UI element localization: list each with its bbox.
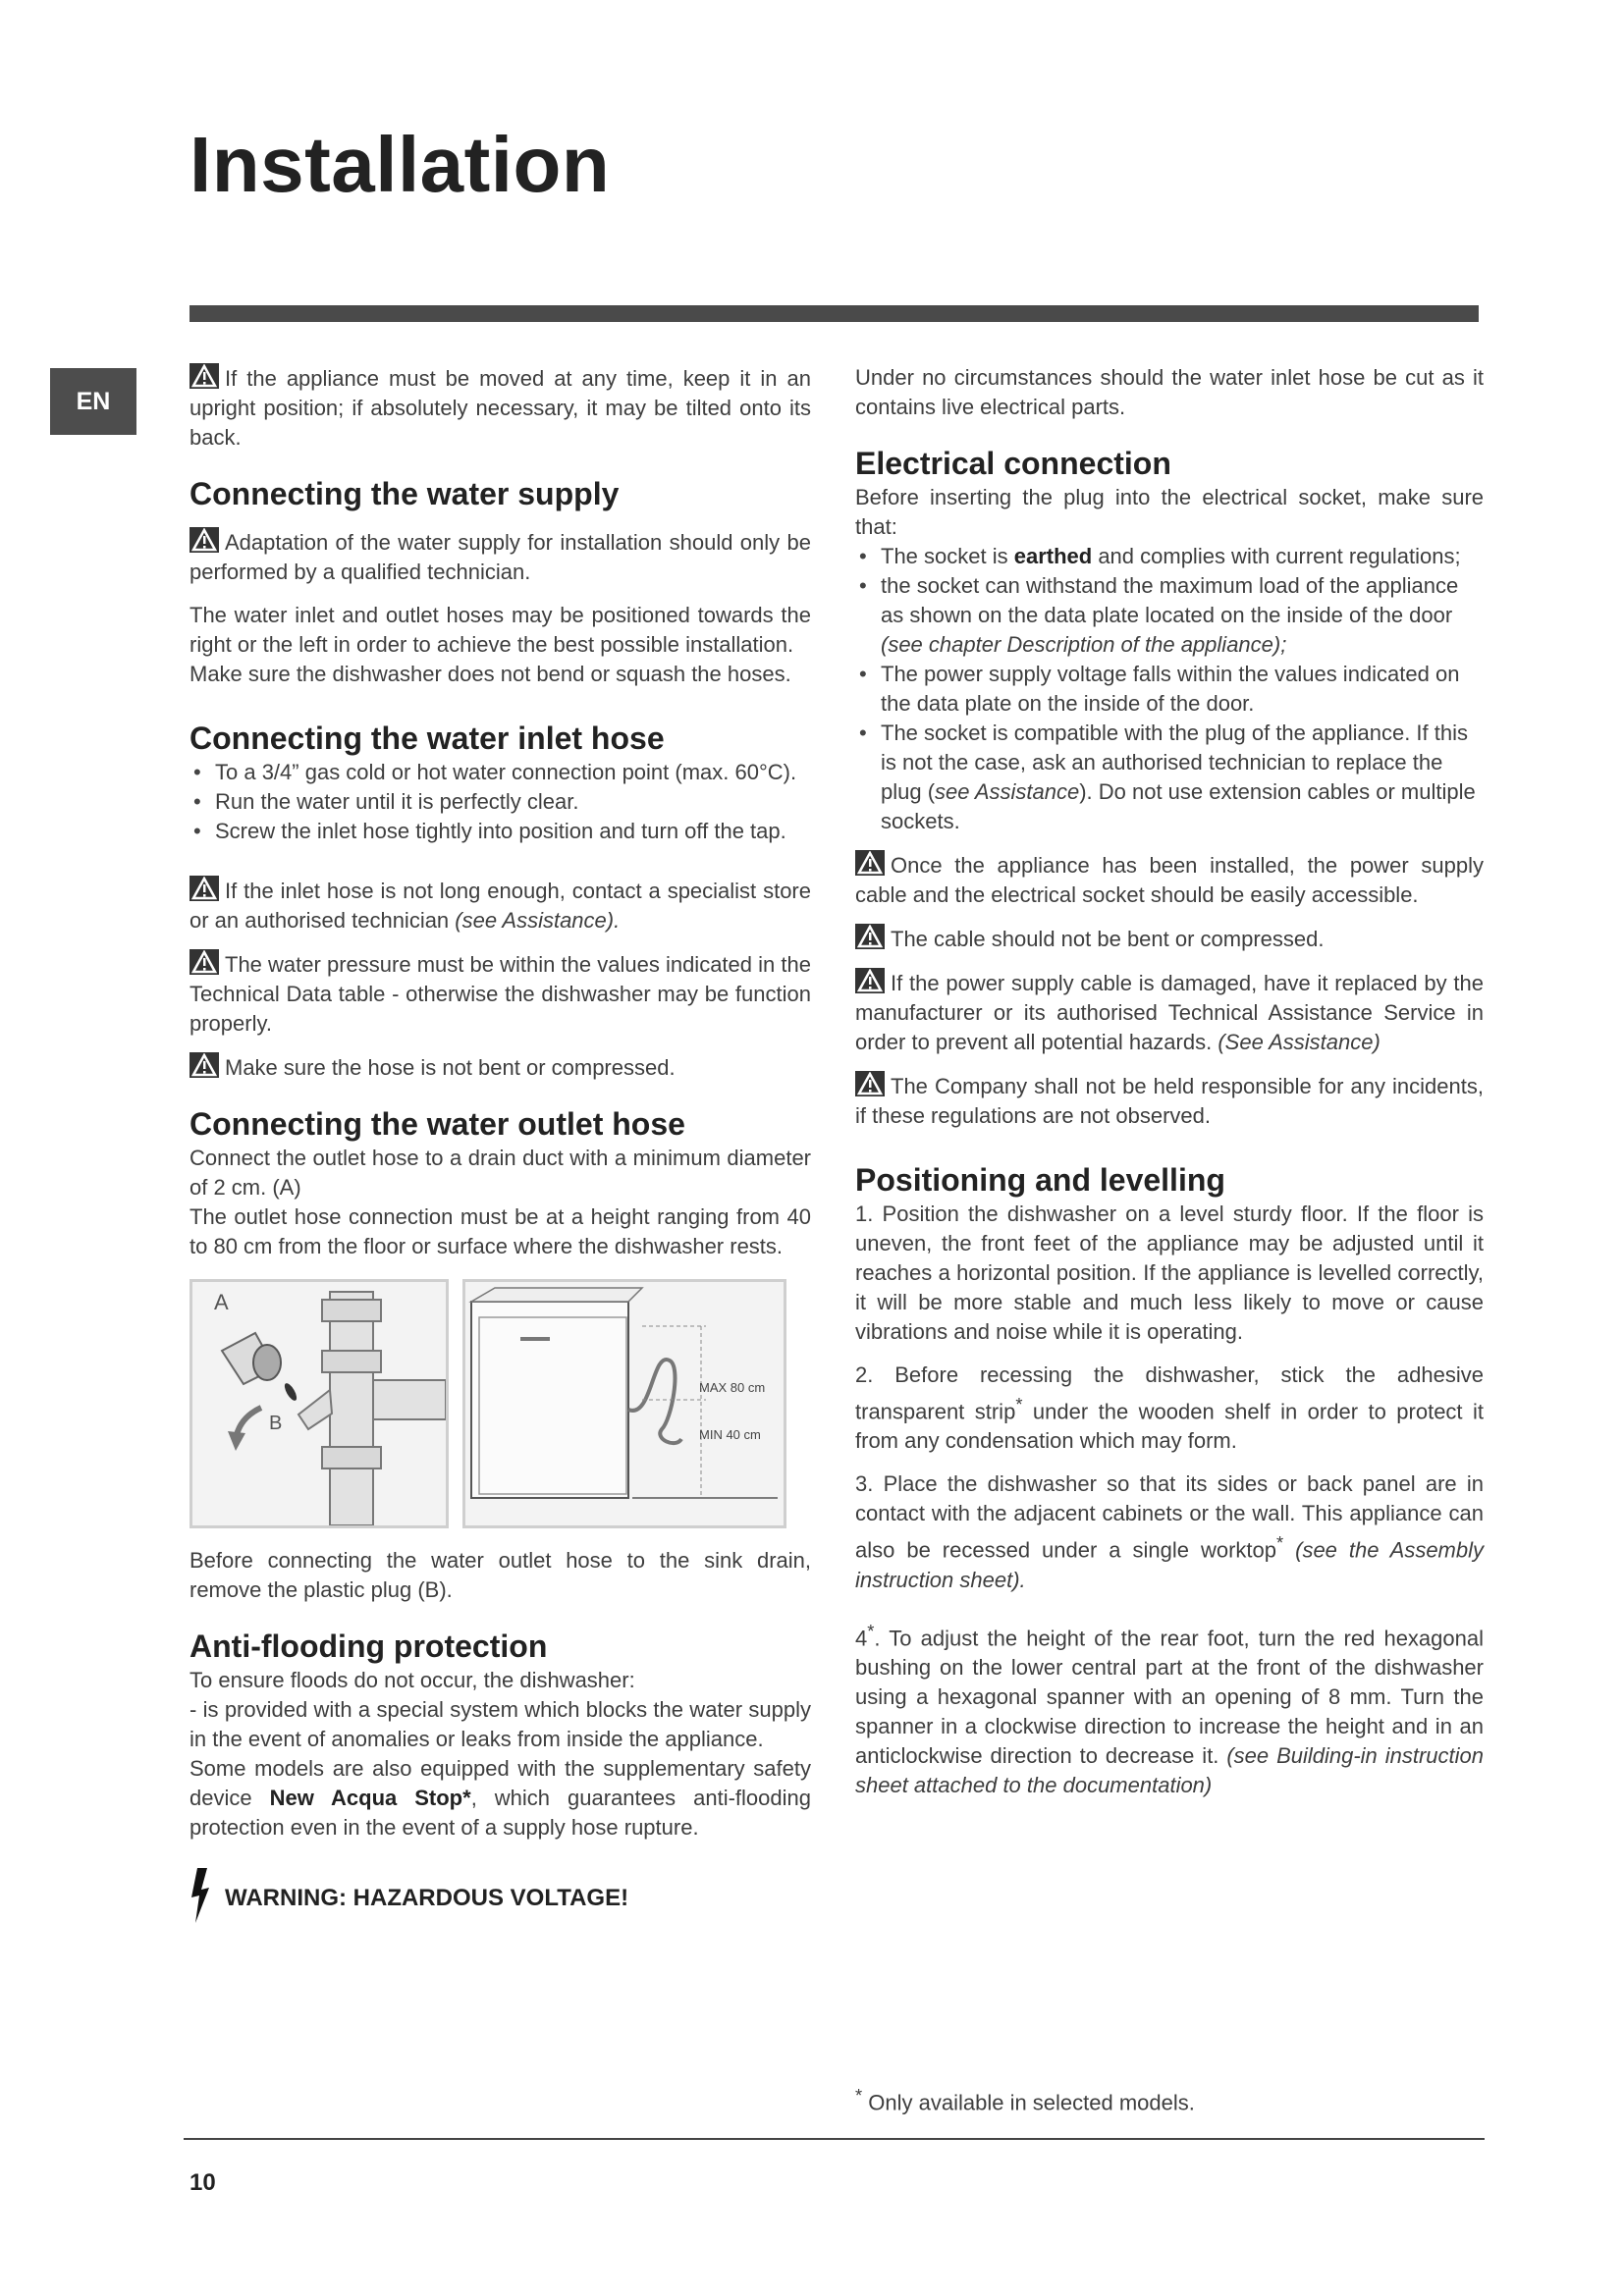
lightning-bolt-icon xyxy=(189,1868,211,1928)
outlet-hose-p1: Connect the outlet hose to a drain duct with a minimum diameter of 2 cm. (A) xyxy=(189,1146,811,1200)
list-item: • The socket is compatible with the plug of the appliance. If this is not the case, ask an authorised technician to replace the plug (see Assistance). Do not use extension cables or multiple sockets. xyxy=(855,719,1484,836)
warning-triangle-icon xyxy=(189,527,219,553)
list-item: • To a 3/4” gas cold or hot water connection point (max. 60°C). xyxy=(189,758,811,787)
positioning-p1: 1. Position the dishwasher on a level sturdy floor. If the floor is uneven, the front feet of the appliance may be adjusted until it reaches a horizontal position. If the appliance is levelled correctly, it will be more stable and much less likely to move or cause vibrations and noise while it is operating. xyxy=(855,1201,1484,1344)
page-title: Installation xyxy=(189,121,611,208)
intro-paragraph-right: Under no circumstances should the water inlet hose be cut as it contains live electrical parts. xyxy=(855,365,1484,419)
list-item: • The power supply voltage falls within the values indicated on the data plate on the inside of the door. xyxy=(855,660,1484,719)
page-number: 10 xyxy=(189,2169,216,2196)
electrical-warning-1: Once the appliance has been installed, the power supply cable and the electrical socket should be easily accessible. xyxy=(855,850,1484,910)
inlet-warning-2: The water pressure must be within the values indicated in the Technical Data table - otherwise the dishwasher may be function properly. xyxy=(189,949,811,1039)
electrical-warning-2: The cable should not be bent or compressed. xyxy=(855,924,1484,954)
electrical-p1: Before inserting the plug into the electrical socket, make sure that: xyxy=(855,485,1484,539)
language-tab: EN xyxy=(50,368,136,435)
anti-flooding-p2: - is provided with a special system which blocks the water supply in the event of anomalies or leaks from inside the appliance. xyxy=(189,1697,811,1751)
section-heading-outlet-hose: Connecting the water outlet hose xyxy=(189,1106,685,1142)
warning-triangle-icon xyxy=(189,363,219,389)
inlet-warning-1: If the inlet hose is not long enough, contact a specialist store or an authorised technician (see Assistance). xyxy=(189,876,811,935)
outlet-figures xyxy=(189,1279,811,1528)
water-supply-warning: Adaptation of the water supply for installation should only be performed by a qualified technician. xyxy=(189,527,811,587)
hazardous-voltage-warning: WARNING: HAZARDOUS VOLTAGE! xyxy=(189,1868,811,1928)
electrical-list xyxy=(855,542,1484,836)
warning-triangle-icon xyxy=(855,968,885,993)
warning-triangle-icon xyxy=(189,1052,219,1078)
warning-triangle-icon xyxy=(855,850,885,876)
right-column xyxy=(855,363,1484,1800)
footer-divider xyxy=(184,2138,1485,2140)
water-supply-p1: The water inlet and outlet hoses may be positioned towards the right or the left in order to achieve the best possible installation. xyxy=(189,603,811,657)
positioning-p2: 2. Before recessing the dishwasher, stick the adhesive transparent strip* under the wooden shelf in order to protect it from any condensation which may form. xyxy=(855,1362,1485,1454)
list-item: • Screw the inlet hose tightly into position and turn off the tap. xyxy=(189,817,811,846)
list-item: • Run the water until it is perfectly clear. xyxy=(189,787,811,817)
warning-triangle-icon xyxy=(189,949,219,975)
water-supply-p2: Make sure the dishwasher does not bend or squash the hoses. xyxy=(189,662,791,686)
figure-label-a: A xyxy=(214,1290,229,1314)
section-heading-anti-flooding: Anti-flooding protection xyxy=(189,1629,548,1664)
list-item: • The socket is earthed and complies with current regulations; xyxy=(855,542,1484,571)
intro-paragraph: If the appliance must be moved at any time, keep it in an upright position; if absolutely necessary, it may be tilted onto its back. xyxy=(189,363,811,453)
section-heading-water-supply: Connecting the water supply xyxy=(189,476,620,511)
outlet-height-illustration xyxy=(462,1279,786,1528)
outlet-hose-p3: Before connecting the water outlet hose to the sink drain, remove the plastic plug (B). xyxy=(189,1548,811,1602)
inlet-warning-3: Make sure the hose is not bent or compressed. xyxy=(189,1052,811,1083)
footnote: * Only available in selected models. xyxy=(855,2085,1195,2115)
positioning-p3: 3. Place the dishwasher so that its sides or back panel are in contact with the adjacent cabinets or the wall. This appliance can also be recessed under a single worktop* (see the Assembly instruction sheet). xyxy=(855,1471,1484,1592)
warning-triangle-icon xyxy=(189,876,219,901)
figure-label-b: B xyxy=(269,1413,283,1434)
outlet-hose-p2: The outlet hose connection must be at a height ranging from 40 to 80 cm from the floor or surface where the dishwasher rests. xyxy=(189,1204,811,1258)
section-heading-electrical: Electrical connection xyxy=(855,446,1171,481)
drain-connection-illustration xyxy=(189,1279,449,1528)
section-heading-inlet-hose: Connecting the water inlet hose xyxy=(189,721,665,756)
anti-flooding-p3: Some models are also equipped with the supplementary safety device New Acqua Stop*, which guarantees anti-flooding protection even in the event of a supply hose rupture. xyxy=(189,1756,811,1840)
section-heading-positioning: Positioning and levelling xyxy=(855,1162,1225,1198)
list-item: • the socket can withstand the maximum load of the appliance as shown on the data plate located on the inside of the door (see chapter Description of the appliance); xyxy=(855,571,1484,660)
left-column xyxy=(189,363,811,1928)
inlet-hose-list xyxy=(189,758,811,846)
warning-triangle-icon xyxy=(855,924,885,949)
warning-triangle-icon xyxy=(855,1071,885,1096)
max-height-label: MAX 80 cm xyxy=(699,1380,766,1395)
min-height-label: MIN 40 cm xyxy=(699,1427,761,1442)
anti-flooding-p1: To ensure floods do not occur, the dishwasher: xyxy=(189,1668,635,1692)
positioning-p4: 4*. To adjust the height of the rear foot, turn the red hexagonal bushing on the lower central part at the front of the dishwasher using a hexagonal spanner with an opening of 8 mm. Turn the spanner in a clockwise direction to increase the height and in an anticlockwise direction to decrease it. (see Building-in instruction sheet attached to the documentation) xyxy=(855,1620,1484,1797)
electrical-warning-3: If the power supply cable is damaged, have it replaced by the manufacturer or its authorised Technical Assistance Service in order to prevent all potential hazards. (See Assistance) xyxy=(855,968,1484,1057)
electrical-warning-4: The Company shall not be held responsible for any incidents, if these regulations are not observed. xyxy=(855,1071,1484,1131)
title-divider xyxy=(189,305,1479,322)
